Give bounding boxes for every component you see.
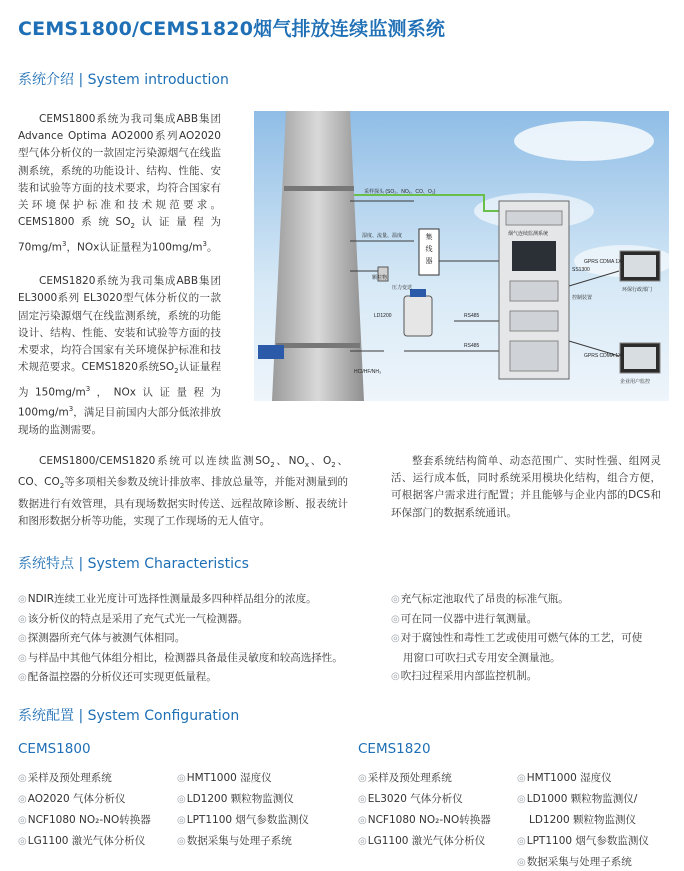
system-diagram-svg <box>254 111 669 401</box>
cabinet-panel <box>510 311 558 331</box>
bullet-icon: ◎ <box>391 633 400 645</box>
bullet-icon: ◎ <box>358 836 367 847</box>
bullet-icon: ◎ <box>18 836 27 847</box>
features-list-right <box>391 590 671 687</box>
list-item: ◎LD1000 颗粒物监测仪/ <box>517 793 638 805</box>
system-diagram <box>254 111 669 401</box>
cabinet-panel <box>510 341 558 371</box>
bullet-icon: ◎ <box>177 815 186 826</box>
diagram-label: LD1200 <box>374 313 392 319</box>
bullet-icon: ◎ <box>517 857 526 868</box>
list-item: ◎LD1200 颗粒物监测仪 <box>177 793 294 805</box>
cems1800-config-col2 <box>177 768 309 852</box>
bullet-icon: ◎ <box>18 773 27 784</box>
list-item: ◎LG1100 激光气体分析仪 <box>358 835 486 847</box>
bullet-icon: ◎ <box>517 773 526 784</box>
cabinet-panel <box>510 281 558 301</box>
list-item: ◎探测器所充气体与被测气体相同。 <box>18 632 186 645</box>
bullet-icon: ◎ <box>358 773 367 784</box>
features-list-left <box>18 590 378 688</box>
diagram-label: 企业用户监控 <box>620 379 651 385</box>
list-item-continuation: LD1200 颗粒物监测仪 <box>529 814 636 826</box>
list-item: ◎吹扫过程采用内部监控机制。 <box>391 670 538 683</box>
chimney-platform <box>284 186 354 191</box>
diagram-label: 环保行政部门 <box>622 287 653 293</box>
cabinet-screen <box>512 241 556 271</box>
cems1820-title: CEMS1820 <box>358 741 431 757</box>
list-item: ◎AO2020 气体分析仪 <box>18 793 126 805</box>
cabinet-panel <box>506 211 562 225</box>
diagram-label: 颗粒物 <box>372 275 388 281</box>
diagram-label: 烟气连续监测系统 <box>508 231 549 237</box>
cems1820-config-col2 <box>517 768 649 871</box>
diagram-label: 控制装置 <box>572 295 593 301</box>
chimney <box>272 111 364 401</box>
bullet-icon: ◎ <box>18 594 27 605</box>
list-item: ◎HMT1000 湿度仪 <box>517 772 612 784</box>
monitor-screen <box>624 347 656 369</box>
bullet-icon: ◎ <box>517 794 526 805</box>
bullet-icon: ◎ <box>177 794 186 805</box>
intro-paragraph-2: CEMS1820系统为我司集成ABB集团EL3000系列 EL3020型气体分析仪的一款固定污染源烟气在线监测系统，系统的功能设计、结构、性能、安装和试验等方面的技术要求，均符合国家有关环境保护标准和技术规范要求。CEMS1820系统$SO_2$认证量程为$150mg/m^3$，NOx认证量程为$100mg/m^3$，满足目前国内大部分低浓排放现场的监测需要。 <box>18 275 222 436</box>
list-item: ◎可在同一仪器中进行氧测量。 <box>391 612 538 625</box>
list-item: ◎对于腐蚀性和毒性工艺或使用可燃气体的工艺，可使 <box>391 632 643 645</box>
bullet-icon: ◎ <box>517 836 526 847</box>
page-title: CEMS1800/CEMS1820烟气排放连续监测系统 <box>18 18 446 40</box>
list-item: ◎充气标定池取代了昂贵的标准气瓶。 <box>391 593 569 605</box>
list-item: ◎采样及预处理系统 <box>18 772 112 784</box>
list-item: ◎NCF1080 NO₂-NO转换器 <box>18 814 151 826</box>
collector-label: 线 <box>425 246 433 253</box>
bullet-icon: ◎ <box>18 672 27 684</box>
list-item: ◎配备温控器的分析仪还可实现更低量程。 <box>18 671 217 684</box>
chimney-platform <box>276 343 360 348</box>
list-item: ◎NDIR连续工业光度计可选择性测量最多四种样品组分的浓度。 <box>18 593 317 605</box>
list-item-continuation: 用窗口可吹扫式专用安全测量池。 <box>403 651 561 664</box>
diagram-label: HCl/HF/NH₃ <box>354 369 382 375</box>
ld1200-device <box>404 296 432 336</box>
bullet-icon: ◎ <box>177 773 186 784</box>
list-item: ◎HMT1000 湿度仪 <box>177 772 272 784</box>
config-heading: 系统配置 | System Configuration <box>18 708 240 724</box>
diagram-label: GPRS CDMA 1X <box>584 353 622 359</box>
cems1800-title: CEMS1800 <box>18 741 91 757</box>
list-item: ◎数据采集与处理子系统 <box>177 835 292 847</box>
collector-label: 集 <box>425 234 433 241</box>
list-item: ◎该分析仪的特点是采用了充气式光一气检测器。 <box>18 612 249 625</box>
bullet-icon: ◎ <box>391 613 400 625</box>
bullet-icon: ◎ <box>18 633 27 645</box>
list-item: ◎与样品中其他气体组分相比，检测器具备最佳灵敏度和较高选择性。 <box>18 651 343 664</box>
diagram-label: 采样探头 (SO₂、NOₓ、CO、O₂) <box>364 189 436 195</box>
cloud <box>514 121 654 161</box>
list-item: ◎LPT1100 烟气参数监测仪 <box>517 835 649 847</box>
diagram-label: RS485 <box>464 343 480 349</box>
bullet-icon: ◎ <box>177 836 186 847</box>
bullet-icon: ◎ <box>358 794 367 805</box>
cems1820-config-col1 <box>358 768 491 852</box>
ld1200-cap <box>410 289 426 297</box>
bullet-icon: ◎ <box>391 671 400 683</box>
list-item: ◎数据采集与处理子系统 <box>517 856 632 868</box>
diagram-label: RS485 <box>464 313 480 319</box>
intro-paragraph-4: 整套系统结构简单、动态范围广、实时性强、组网灵活、运行成本低，同时系统采用模块化结构，组合方便，可根据客户需求进行配置；并且能够与企业内部的DCS和环保部门的数据系统通讯。 <box>391 455 661 519</box>
intro-paragraph-3: CEMS1800/CEMS1820系统可以连续监测$SO_2$、$NO_x$、$O_2$、CO、$CO_2$等多项相关参数及统计排放率、排放总量等，并能对测量到的数据进行有效管理，具有现场数据实时传送、远程故障诊断、报表统计和图形数据分析等功能，实现了工作现场的无人值守。 <box>18 455 348 527</box>
features-heading: 系统特点 | System Characteristics <box>18 556 249 572</box>
list-item: ◎采样及预处理系统 <box>358 772 452 784</box>
intro-paragraph-1: CEMS1800系统为我司集成ABB集团Advance Optima AO2000系列AO2020型气体分析仪的一款固定污染源烟气在线监测系统，系统的功能设计、结构、性能、安装和试验等方面的技术要求，均符合国家有关环境保护标准和技术规范要求。CEMS1800系统$SO_2$认证量程为$70mg/m^3$，NOx认证量程为$100mg/m^3$。 <box>18 113 222 254</box>
bullet-icon: ◎ <box>391 594 400 605</box>
diagram-label: GPRS CDMA 1X <box>584 259 622 265</box>
bullet-icon: ◎ <box>18 613 27 625</box>
diagram-label: 湿度、流量、温度 <box>362 233 403 239</box>
list-item: ◎LPT1100 烟气参数监测仪 <box>177 814 309 826</box>
bullet-icon: ◎ <box>358 815 367 826</box>
bullet-icon: ◎ <box>18 652 27 664</box>
monitor-screen <box>624 255 656 277</box>
list-item: ◎NCF1080 NO₂-NO转换器 <box>358 814 491 826</box>
intro-text-block <box>18 111 221 439</box>
cems1800-config-col1 <box>18 768 151 852</box>
bullet-icon: ◎ <box>18 815 27 826</box>
bullet-icon: ◎ <box>18 794 27 805</box>
diagram-label: SS1300 <box>572 267 590 273</box>
intro-heading: 系统介绍 | System introduction <box>18 72 229 88</box>
sample-port <box>258 345 284 359</box>
collector-label: 器 <box>425 258 433 265</box>
diagram-label: 压力变送 <box>392 285 413 291</box>
list-item: ◎LG1100 激光气体分析仪 <box>18 835 146 847</box>
list-item: ◎EL3020 气体分析仪 <box>358 793 463 805</box>
